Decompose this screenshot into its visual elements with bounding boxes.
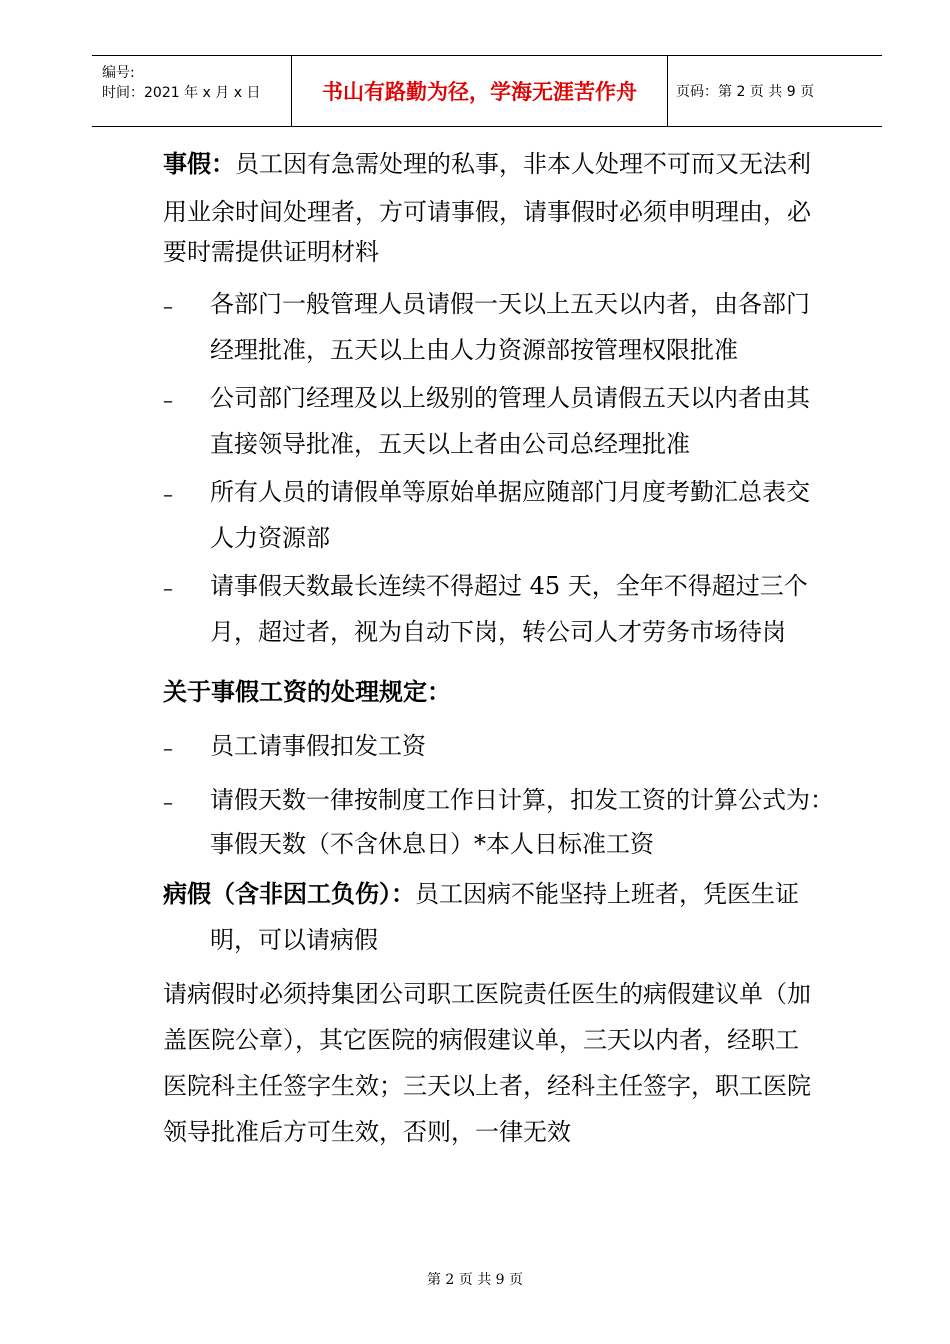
bullet-dash: –: [163, 576, 173, 600]
sec2-title: 关于事假工资的处理规定：: [163, 677, 451, 706]
bullet-dash: –: [163, 790, 173, 814]
bullet-line: 各部门一般管理人员请假一天以上五天以内者，由各部门: [210, 290, 810, 318]
sec3-line1: [163, 870, 799, 918]
doc-number-label: 编号:: [102, 65, 135, 81]
page-footer: 第 2 页 共 9 页: [426, 1272, 524, 1288]
doc-time-label: 时间：2021 年 x 月 x 日: [102, 85, 261, 101]
bullet-line: 请假天数一律按制度工作日计算，扣发工资的计算公式为：: [210, 786, 834, 814]
page-header: [92, 55, 882, 127]
bullet-line: 所有人员的请假单等原始单据应随部门月度考勤汇总表交: [210, 478, 810, 506]
para-line: 盖医院公章），其它医院的病假建议单，三天以内者，经职工: [163, 1026, 799, 1054]
header-page-label: 页码：第 2 页 共 9 页: [676, 84, 815, 100]
bullet-dash: –: [163, 294, 173, 318]
para-line: 请病假时必须持集团公司职工医院责任医生的病假建议单（加: [163, 980, 811, 1008]
sec3-line2: 明，可以请病假: [210, 926, 378, 954]
bullet-line: 直接领导批准，五天以上者由公司总经理批准: [210, 430, 690, 458]
para-line: 医院科主任签字生效；三天以上者，经科主任签字，职工医院: [163, 1072, 811, 1100]
bullet-line: 月，超过者，视为自动下岗，转公司人才劳务市场待岗: [210, 618, 786, 646]
sec3-text: 员工因病不能坚持上班者，凭医生证: [415, 880, 799, 908]
bullet-line: 请事假天数最长连续不得超过 45 天，全年不得超过三个: [210, 572, 808, 600]
header-meta: [92, 56, 292, 126]
bullet-dash: –: [163, 482, 173, 506]
sec1-title: 事假：: [163, 149, 235, 178]
bullet-line: 经理批准，五天以上由人力资源部按管理权限批准: [210, 336, 738, 364]
bullet-line: 事假天数（不含休息日）*本人日标准工资: [210, 830, 654, 858]
sec1-line2: 用业余时间处理者，方可请事假，请事假时必须申明理由，必: [163, 198, 811, 226]
sec1-line1: [163, 140, 811, 188]
bullet-dash: –: [163, 736, 173, 760]
bullet-dash: –: [163, 388, 173, 412]
para-line: 领导批准后方可生效，否则，一律无效: [163, 1118, 571, 1146]
bullet-line: 员工请事假扣发工资: [210, 732, 426, 760]
sec1-line3: 要时需提供证明材料: [163, 238, 379, 266]
header-motto: 书山有路勤为径，学海无涯苦作舟: [292, 56, 668, 126]
sec1-text: 员工因有急需处理的私事，非本人处理不可而又无法利: [235, 150, 811, 178]
bullet-line: 公司部门经理及以上级别的管理人员请假五天以内者由其: [210, 384, 810, 412]
sec3-title: 病假（含非因工负伤）：: [163, 879, 415, 908]
bullet-line: 人力资源部: [210, 524, 330, 552]
